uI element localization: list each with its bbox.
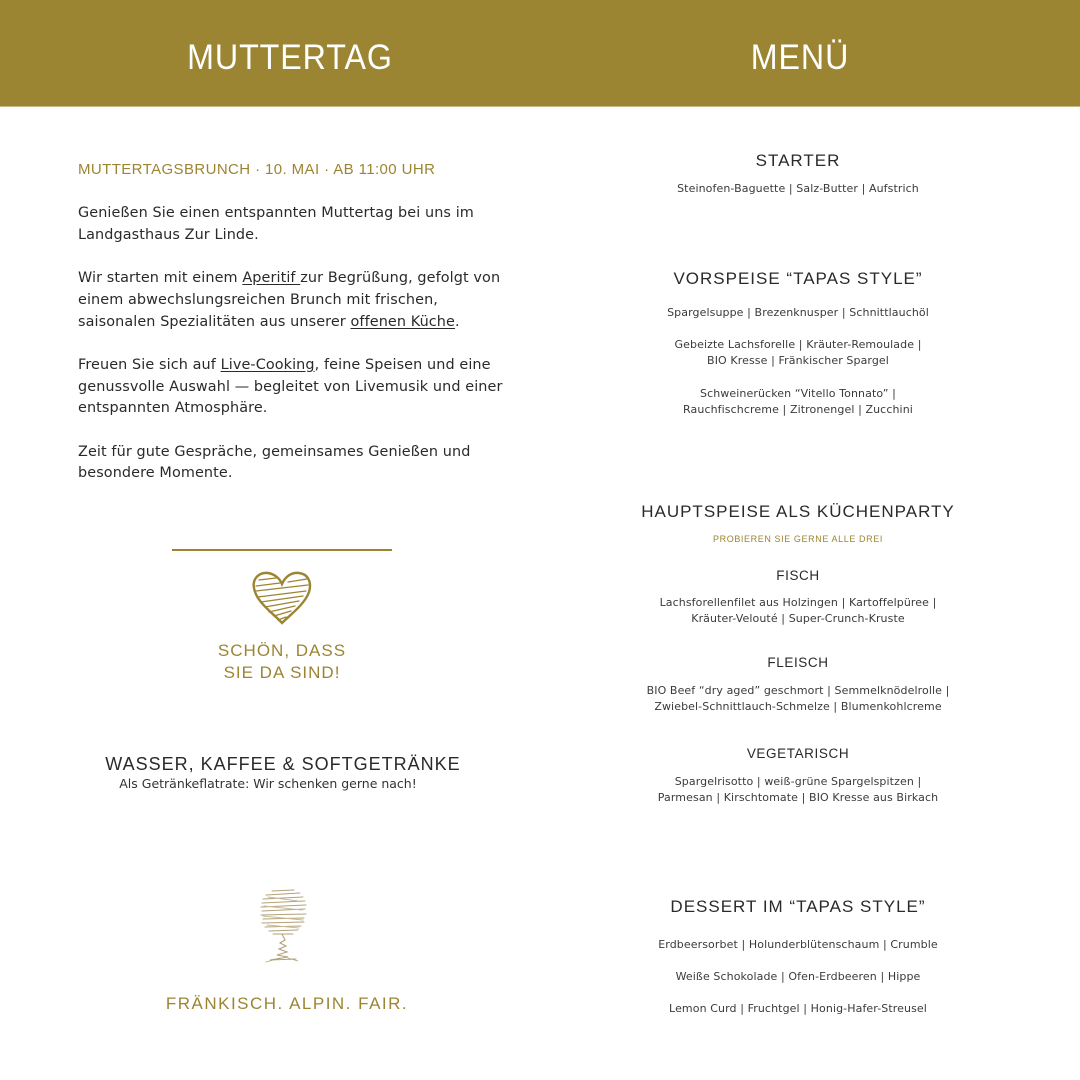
page-title-muttertag: MUTTERTAG [187, 38, 393, 77]
dish-line: Kräuter-Velouté | Super-Crunch-Kruste [691, 612, 905, 625]
dish-fleisch [620, 683, 976, 715]
dish-vorspeise-1: Spargelsuppe | Brezenknusper | Schnittlauchöl [667, 306, 929, 319]
subsection-title-fisch: FISCH [776, 568, 820, 583]
intro-paragraph-2 [78, 268, 508, 333]
dish-line: BIO Kresse | Fränkischer Spargel [707, 354, 889, 367]
section-title-starter: STARTER [755, 151, 841, 170]
text: Freuen Sie sich auf [78, 356, 221, 373]
section-title-hauptspeise: HAUPTSPEISE ALS KÜCHENPARTY [641, 502, 955, 521]
text: zur Begrüßung, gefolgt von einem abwechslungsreichen Brunch mit frischen, saisonalen Spezialitäten aus unserer [78, 270, 501, 330]
menu-column [620, 0, 976, 1080]
drinks-subtitle: Als Getränkeflatrate: Wir schenken gerne nach! [119, 776, 417, 791]
dish-vorspeise-2 [620, 337, 976, 369]
dish-line: Lachsforellenfilet aus Holzingen | Kartoffelpüree | [659, 596, 937, 609]
dish-line: BIO Beef “dry aged” geschmort | Semmelknödelrolle | [646, 684, 950, 697]
intro-paragraph-1: Genießen Sie einen entspannten Muttertag bei uns im Landgasthaus Zur Linde. [78, 205, 474, 243]
dish-line: Parmesan | Kirschtomate | BIO Kresse aus Birkach [657, 791, 939, 804]
event-date-line: MUTTERTAGSBRUNCH · 10. MAI · AB 11:00 UHR [78, 161, 436, 178]
welcome-line-1: SCHÖN, DASS [217, 641, 347, 660]
dish-dessert-1: Erdbeersorbet | Holunderblütenschaum | Crumble [658, 938, 938, 951]
offene-kueche-link[interactable]: offenen Küche [350, 313, 455, 330]
welcome-message [182, 640, 382, 684]
dish-dessert-2: Weiße Schokolade | Ofen-Erdbeeren | Hippe [675, 970, 921, 983]
heart-icon [250, 570, 314, 626]
dish-line: Gebeizte Lachsforelle | Kräuter-Remoulade | [674, 338, 922, 351]
divider-line [172, 549, 392, 551]
intro-paragraph-4: Zeit für gute Gespräche, gemeinsames Genießen und besondere Momente. [78, 443, 471, 482]
welcome-line-2: SIE DA SIND! [223, 663, 341, 682]
slogan: FRÄNKISCH. ALPIN. FAIR. [165, 994, 409, 1013]
page-title-menu: MENÜ [750, 38, 850, 77]
text: Wir starten mit einem [78, 270, 243, 287]
dish-vorspeise-3 [620, 386, 976, 418]
aperitif-link[interactable]: Aperitif [242, 270, 301, 287]
dish-starter: Steinofen-Baguette | Salz-Butter | Aufstrich [677, 182, 919, 195]
dish-fisch [620, 595, 976, 627]
hauptspeise-hint: PROBIEREN SIE GERNE ALLE DREI [713, 534, 883, 544]
subsection-title-vegetarisch: VEGETARISCH [746, 746, 850, 761]
dish-line: Rauchfischcreme | Zitronengel | Zucchini [683, 403, 913, 416]
live-cooking-link[interactable]: Live-Cooking [220, 356, 315, 373]
dish-line: Zwiebel-Schnittlauch-Schmelze | Blumenkohlcreme [654, 700, 942, 713]
section-title-dessert: DESSERT IM “TAPAS STYLE” [670, 897, 926, 916]
tree-logo-icon [258, 888, 308, 964]
dish-line: Schweinerücken “Vitello Tonnato” | [700, 387, 896, 400]
dish-vegetarisch [620, 774, 976, 806]
dish-line: Spargelrisotto | weiß-grüne Spargelspitzen | [674, 775, 922, 788]
intro-paragraph-3 [78, 355, 508, 420]
drinks-title: WASSER, KAFFEE & SOFTGETRÄNKE [105, 754, 461, 774]
dish-dessert-3: Lemon Curd | Fruchtgel | Honig-Hafer-Streusel [669, 1002, 927, 1015]
text: . [455, 313, 460, 330]
subsection-title-fleisch: FLEISCH [767, 655, 829, 670]
text: , feine Speisen und eine genussvolle Auswahl — begleitet von Livemusik und einer entspannten Atmosphäre. [78, 356, 503, 417]
section-title-vorspeise: VORSPEISE “TAPAS STYLE” [673, 269, 923, 288]
intro-text [78, 203, 508, 507]
